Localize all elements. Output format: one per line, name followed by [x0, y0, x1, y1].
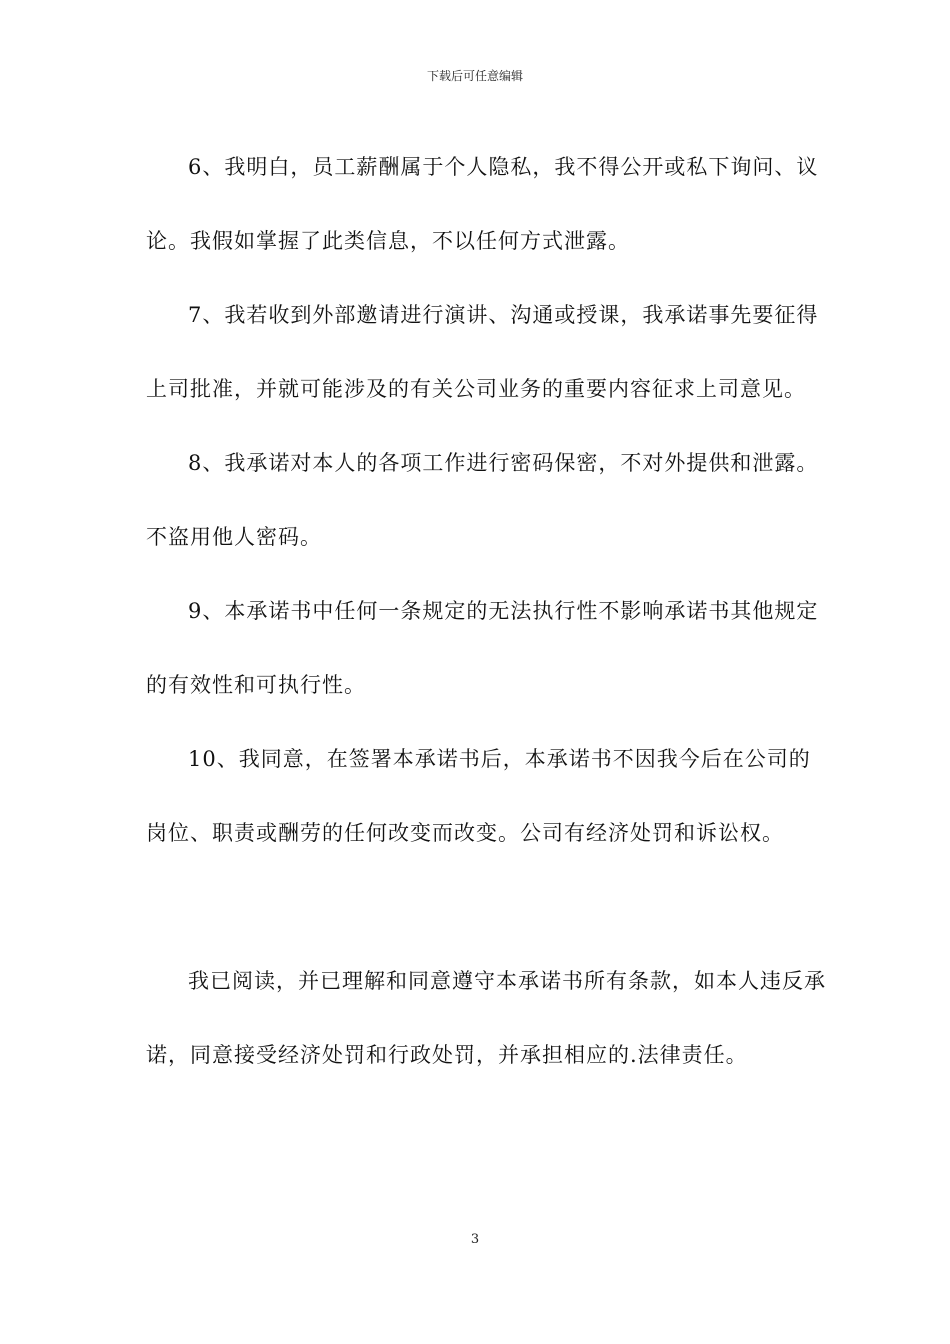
clause-8: 8、我承诺对本人的各项工作进行密码保密，不对外提供和泄露。不盗用他人密码。	[146, 451, 819, 549]
clause-9: 9、本承诺书中任何一条规定的无法执行性不影响承诺书其他规定的有效性和可执行性。	[146, 599, 819, 697]
document-body	[146, 130, 826, 1092]
clause-6: 6、我明白，员工薪酬属于个人隐私，我不得公开或私下询问、议论。我假如掌握了此类信息，不以任何方式泄露。	[146, 155, 819, 253]
blank-line	[146, 870, 826, 944]
clause-10: 10、我同意，在签署本承诺书后，本承诺书不因我今后在公司的岗位、职责或酬劳的任何改变而改变。公司有经济处罚和诉讼权。	[146, 747, 811, 845]
closing-statement: 我已阅读，并已理解和同意遵守本承诺书所有条款，如本人违反承诺，同意接受经济处罚和行政处罚，并承担相应的.法律责任。	[146, 969, 826, 1067]
clause-7: 7、我若收到外部邀请进行演讲、沟通或授课，我承诺事先要征得上司批准，并就可能涉及的有关公司业务的重要内容征求上司意见。	[146, 303, 819, 401]
page-header: 下载后可任意编辑	[426, 69, 523, 83]
page-number: 3	[470, 1232, 480, 1247]
